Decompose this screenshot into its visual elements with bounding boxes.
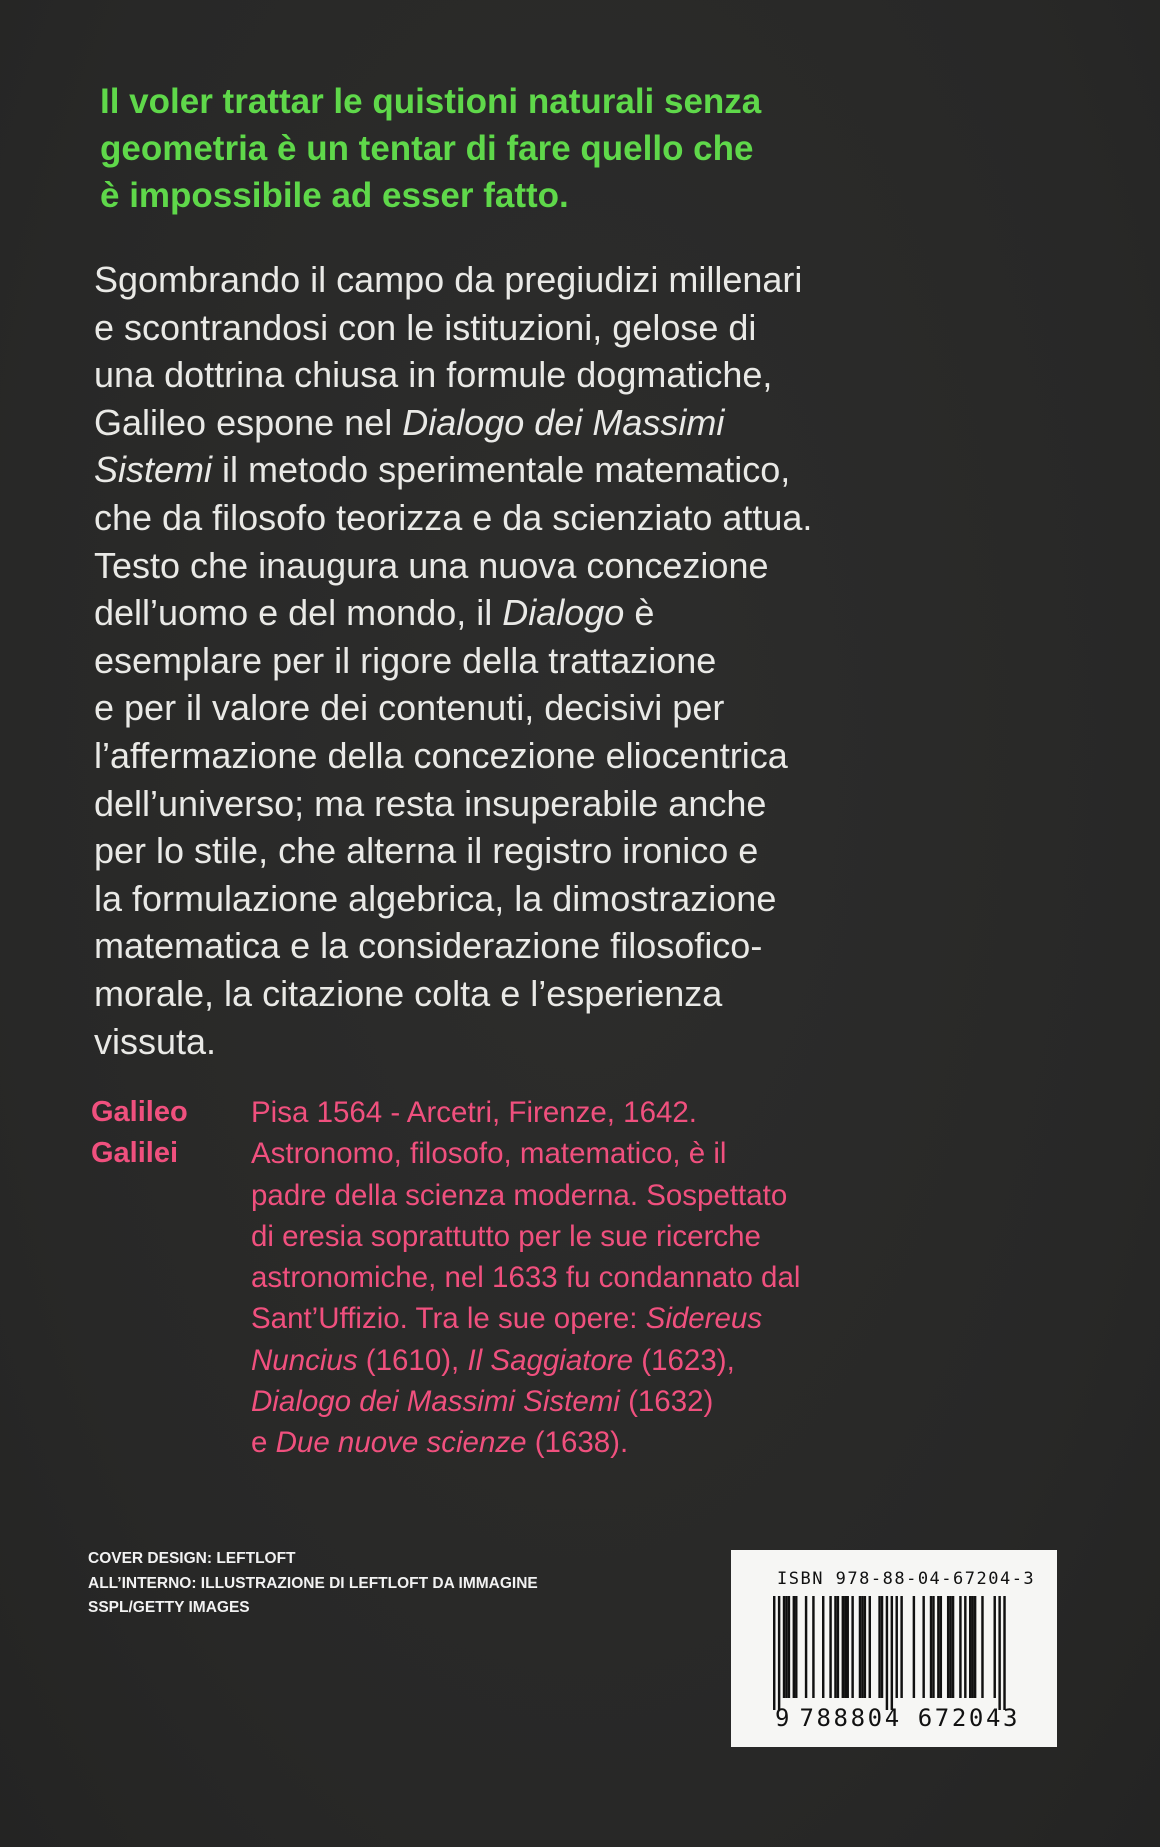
author-first-name: Galileo <box>91 1096 188 1128</box>
barcode-bar <box>959 1596 961 1698</box>
barcode-bar <box>864 1596 866 1698</box>
barcode-digit-left: 788804 <box>799 1704 902 1732</box>
description-line: matematica e la considerazione filosofico- <box>94 925 763 967</box>
barcode-bar <box>896 1596 898 1698</box>
work-title-italic: Il Saggiatore <box>467 1343 634 1377</box>
book-title-italic: Dialogo <box>502 592 625 634</box>
barcode-digit-first: 9 <box>775 1704 790 1732</box>
barcode-bar <box>844 1596 846 1698</box>
bio-fragment: Sant’Uffizio. Tra le sue opere: <box>251 1302 646 1336</box>
quote-line: è impossibile ad esser fatto. <box>100 176 569 215</box>
description-line: che da filosofo teorizza e da scienziato attua. <box>94 496 813 538</box>
barcode-bar <box>952 1596 954 1698</box>
bio-fragment: (1610), <box>357 1343 468 1377</box>
work-title-italic: Nuncius <box>251 1343 358 1377</box>
author-bio <box>251 1092 931 1464</box>
book-title-italic: Sistemi <box>94 449 213 491</box>
description-line: per lo stile, che alterna il registro ironico e <box>94 830 759 872</box>
bio-line: astronomiche, nel 1633 fu condannato dal <box>251 1261 801 1295</box>
barcode-bar <box>881 1596 883 1698</box>
barcode-bar <box>778 1596 780 1710</box>
barcode-bar <box>930 1596 932 1698</box>
barcode-bar <box>891 1596 893 1710</box>
description-line: Sgombrando il campo da pregiudizi millenari <box>94 259 803 300</box>
description-line <box>94 589 954 637</box>
barcode-bar <box>981 1596 983 1698</box>
barcode-bar <box>947 1596 949 1698</box>
barcode-bar <box>861 1596 863 1698</box>
bio-fragment: e <box>251 1426 276 1460</box>
quote-line: Il voler trattar le quistioni naturali senza <box>100 82 762 121</box>
barcode-bar <box>913 1596 915 1698</box>
barcode-bar <box>793 1596 795 1698</box>
barcode-bar <box>822 1596 824 1698</box>
barcode-bar <box>969 1596 971 1698</box>
barcode-bar <box>886 1596 888 1710</box>
description-line: Testo che inaugura una nuova concezione <box>94 544 769 586</box>
barcode-bar <box>994 1596 996 1698</box>
barcode-bar <box>829 1596 831 1698</box>
description-line: e scontrandosi con le istituzioni, gelose di <box>94 306 757 348</box>
barcode-bar <box>949 1596 951 1698</box>
barcode-bar <box>851 1596 853 1698</box>
description-fragment: Galileo espone nel <box>94 401 403 443</box>
description-line: e per il valore dei contenuti, decisivi per <box>94 687 725 729</box>
quote-line: geometria è un tentar di fare quello che <box>100 129 754 168</box>
barcode-bar <box>842 1596 844 1698</box>
barcode-bar <box>788 1596 790 1698</box>
credit-line: SSPL/GETTY IMAGES <box>88 1599 250 1616</box>
description-line: una dottrina chiusa in formule dogmatiche, <box>94 354 773 396</box>
author-last-name: Galilei <box>91 1137 179 1169</box>
work-title-italic: Sidereus <box>645 1302 763 1336</box>
barcode-bar <box>847 1596 849 1698</box>
isbn-label: ISBN 978-88-04-67204-3 <box>777 1569 1036 1589</box>
bio-line <box>251 1422 931 1463</box>
description-line <box>94 399 954 447</box>
barcode-bar <box>837 1596 839 1698</box>
bio-line <box>251 1381 931 1422</box>
description-text <box>94 256 954 1065</box>
bio-fragment: (1638). <box>526 1426 629 1460</box>
description-line <box>94 446 954 494</box>
description-line: vissuta. <box>94 1020 217 1062</box>
barcode-bar <box>869 1596 871 1698</box>
barcode-bar <box>859 1596 861 1698</box>
barcode-bar <box>932 1596 934 1698</box>
barcode-bar <box>998 1596 1000 1710</box>
bio-fragment: (1632) <box>619 1385 714 1419</box>
barcode-bar <box>785 1596 787 1698</box>
author-name <box>91 1092 261 1174</box>
work-title-italic: Dialogo dei Massimi Sistemi <box>251 1385 620 1419</box>
bio-line: Astronomo, filosofo, matematico, è il <box>251 1137 727 1171</box>
description-fragment: dell’uomo e del mondo, il <box>94 592 503 634</box>
isbn-barcode <box>731 1550 1057 1747</box>
barcode-bar <box>1003 1596 1005 1710</box>
barcode-bar <box>964 1596 966 1698</box>
bio-line <box>251 1298 931 1339</box>
barcode-bar <box>900 1596 902 1698</box>
description-line: dell’universo; ma resta insuperabile anche <box>94 782 767 824</box>
credit-line: ALL’INTERNO: ILLUSTRAZIONE DI LEFTLOFT DA IMMAGINE <box>88 1574 538 1592</box>
bio-line: di eresia soprattutto per le sue ricerche <box>251 1219 761 1253</box>
bio-line <box>251 1340 931 1381</box>
barcode-bar <box>974 1596 976 1698</box>
barcode-digits <box>775 1704 1020 1732</box>
description-fragment: il metodo sperimentale matematico, <box>212 449 791 491</box>
cover-credits <box>88 1547 728 1621</box>
barcode-bar <box>940 1596 942 1698</box>
barcode-bar <box>937 1596 939 1698</box>
description-line: morale, la citazione colta e l’esperienza <box>94 972 723 1014</box>
barcode-bar <box>812 1596 814 1698</box>
description-line: la formulazione algebrica, la dimostrazione <box>94 877 777 919</box>
barcode-bar <box>783 1596 785 1698</box>
barcode-bar <box>805 1596 807 1698</box>
bio-line: padre della scienza moderna. Sospettato <box>251 1178 788 1212</box>
barcode-bar <box>834 1596 836 1698</box>
barcode-bar <box>795 1596 797 1698</box>
work-title-italic: Due nuove scienze <box>275 1426 527 1460</box>
barcode-bar <box>878 1596 880 1698</box>
bio-line: Pisa 1564 - Arcetri, Firenze, 1642. <box>251 1096 698 1129</box>
credit-line: COVER DESIGN: LEFTLOFT <box>88 1550 296 1567</box>
description-line: l’affermazione della concezione eliocentrica <box>94 734 788 776</box>
description-fragment: è <box>624 592 655 634</box>
barcode-digit-right: 672043 <box>917 1704 1021 1732</box>
barcode-bar <box>971 1596 973 1698</box>
barcode-bar <box>922 1596 924 1698</box>
barcode-bar <box>773 1596 775 1710</box>
quote-block <box>100 78 920 219</box>
bio-fragment: (1623), <box>633 1343 735 1377</box>
description-line: esemplare per il rigore della trattazione <box>94 639 717 681</box>
book-title-italic: Dialogo dei Massimi <box>402 401 725 443</box>
